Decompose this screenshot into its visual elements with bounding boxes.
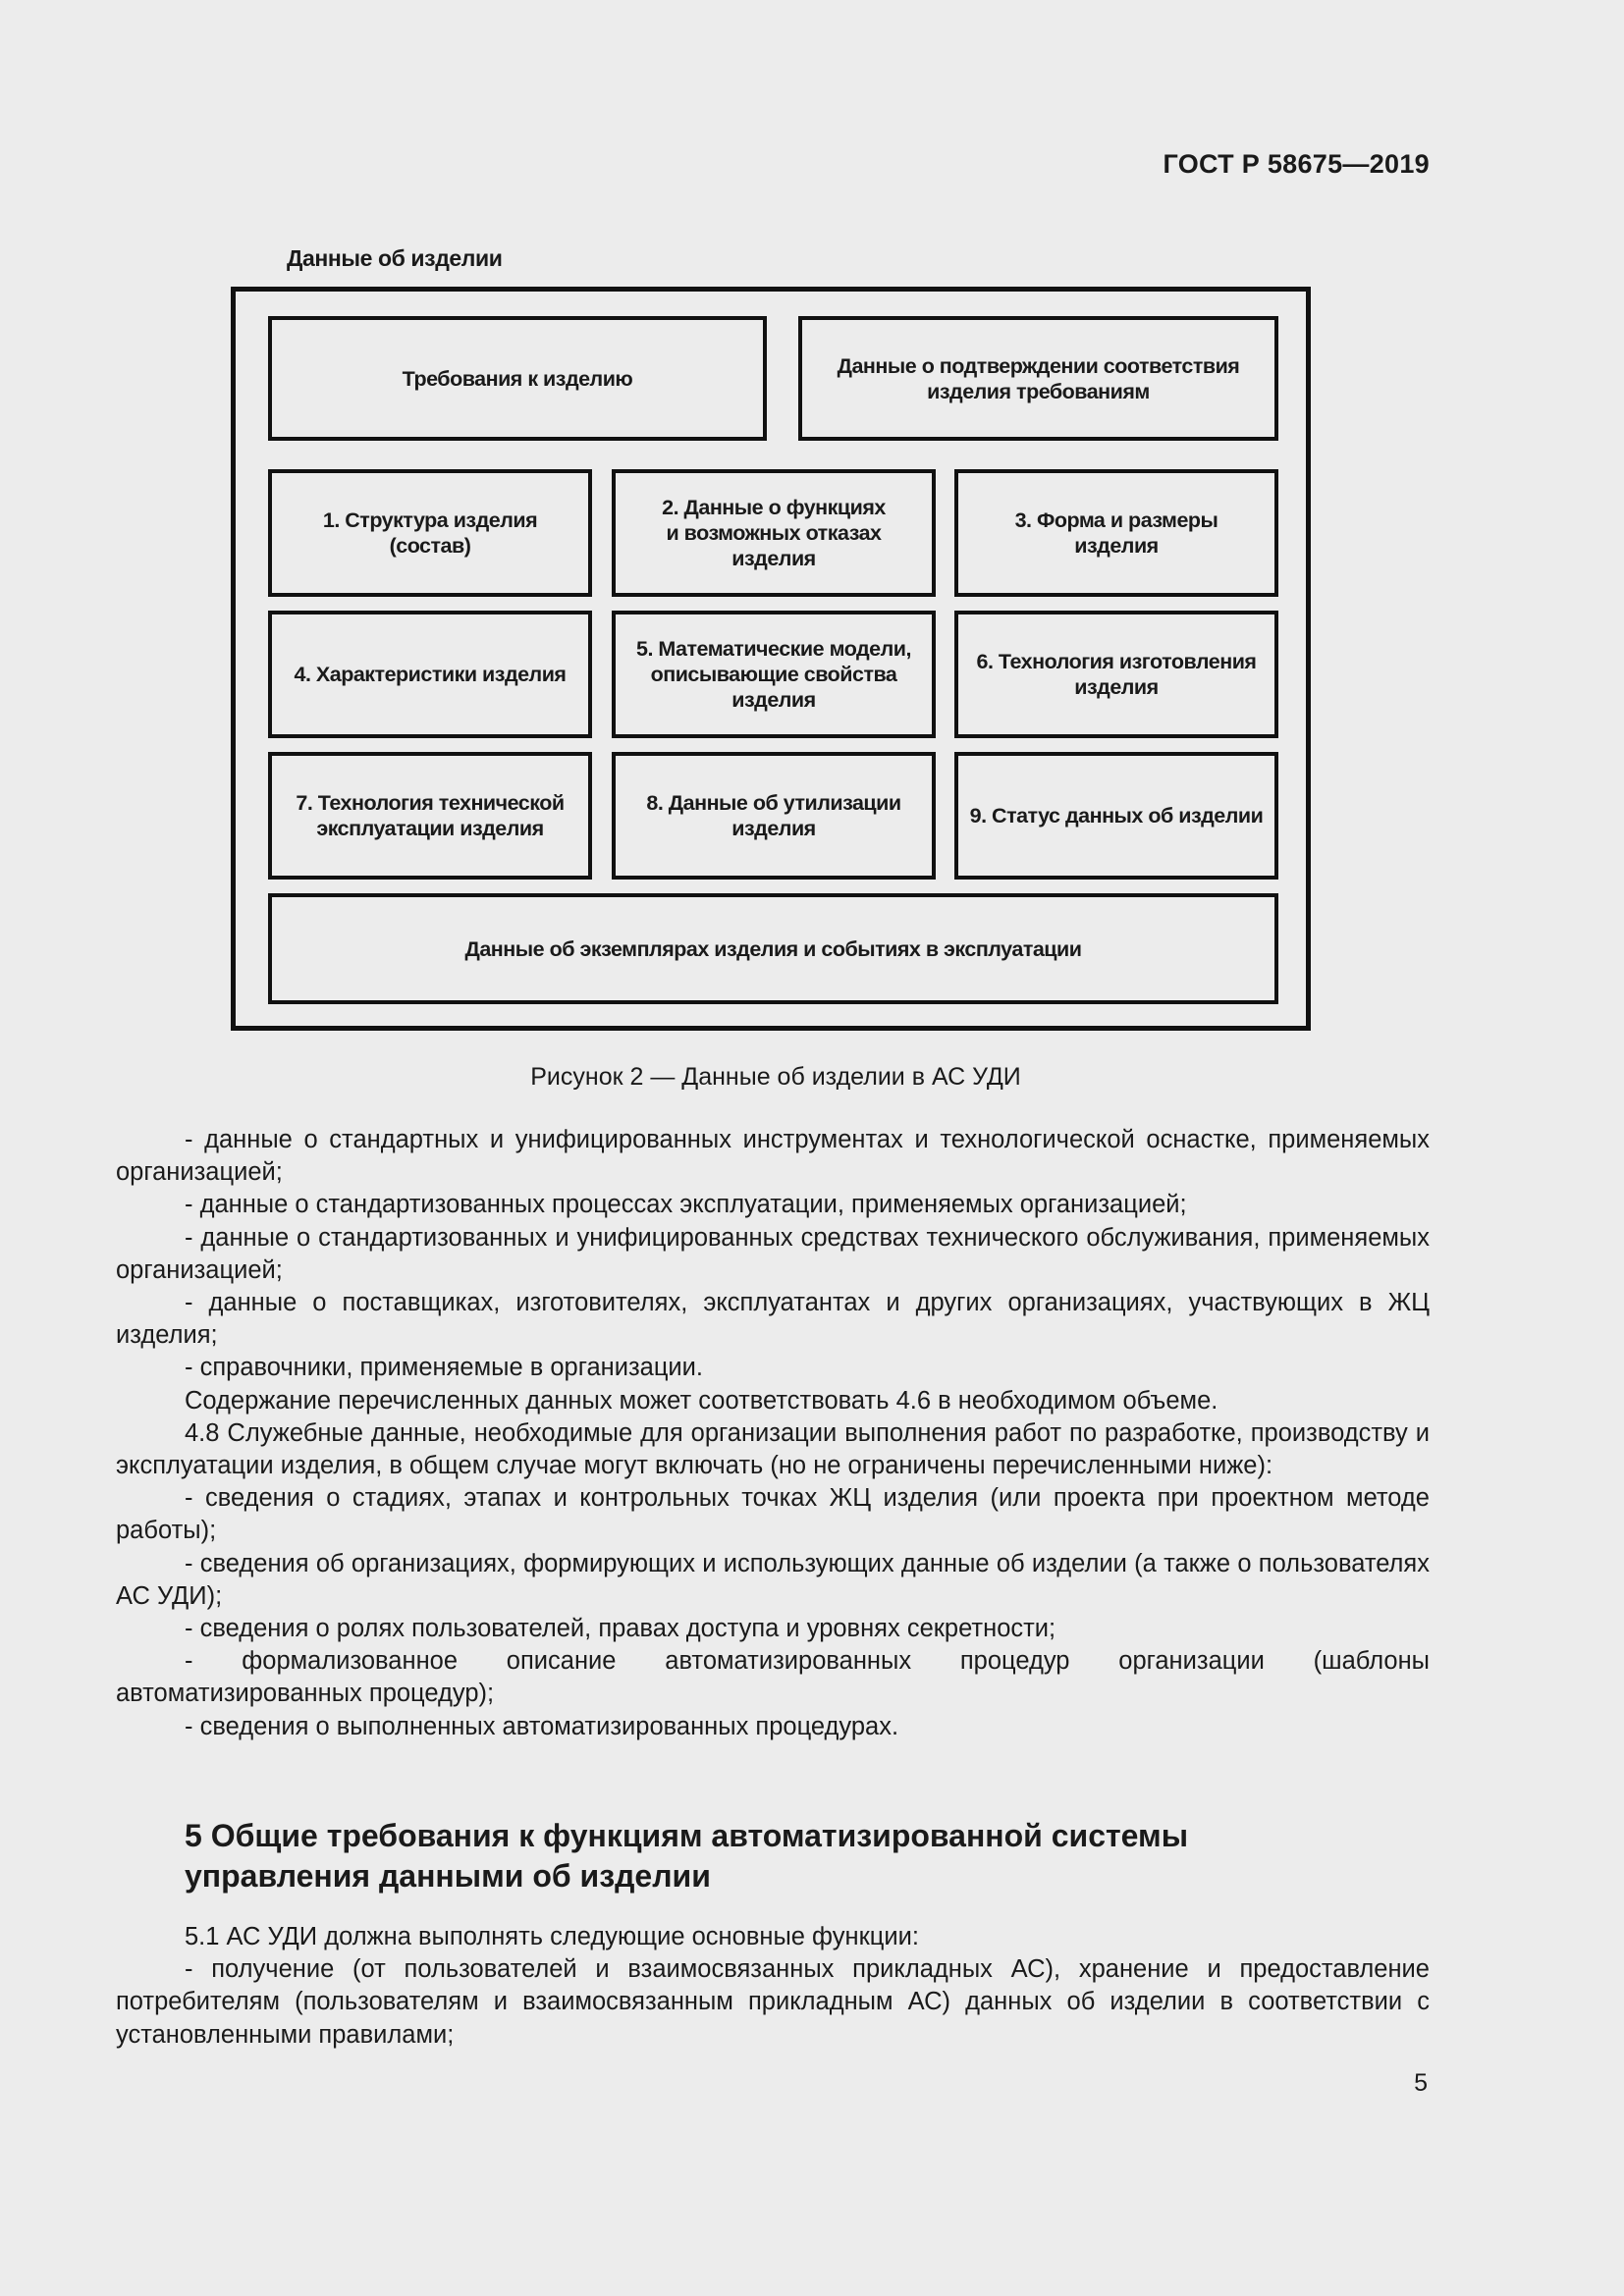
figure-caption: Рисунок 2 — Данные об изделии в АС УДИ xyxy=(530,1063,1021,1091)
paragraph: - сведения о ролях пользователей, правах доступа и уровнях секретности; xyxy=(185,1615,1056,1643)
section-heading: 5 Общие требования к функциям автоматизированной системы управления данными об изделии xyxy=(185,1818,1189,1894)
box-shape-size: 3. Форма и размеры изделия xyxy=(954,469,1278,597)
paragraph: Содержание перечисленных данных может соответствовать 4.6 в необходимом объеме. xyxy=(185,1386,1218,1415)
paragraph: - справочники, применяемые в организации. xyxy=(185,1354,704,1382)
paragraph: - данные о стандартных и унифицированных инструментах и технологической оснастке, применяемых организацией; xyxy=(116,1126,1430,1187)
box-characteristics: 4. Характеристики изделия xyxy=(268,611,592,738)
body-text-1 xyxy=(116,1124,1430,1743)
box-operation-tech: 7. Технология технической эксплуатации изделия xyxy=(268,752,592,880)
paragraph: - сведения об организациях, формирующих и использующих данные об изделии (а также о пользователях АС УДИ); xyxy=(116,1549,1430,1610)
body-text-2 xyxy=(116,1921,1430,2052)
document-id: ГОСТ Р 58675—2019 xyxy=(1163,149,1430,179)
paragraph: - данные о поставщиках, изготовителях, эксплуатантах и других организациях, участвующих в ЖЦ изделия; xyxy=(116,1289,1430,1350)
paragraph: - формализованное описание автоматизированных процедур организации (шаблоны автоматизированных процедур); xyxy=(116,1647,1430,1708)
paragraph: - данные о стандартизованных и унифицированных средствах технического обслуживания, применяемых организацией; xyxy=(116,1223,1430,1284)
box-conformity-data: Данные о подтверждении соответствия изделия требованиям xyxy=(798,316,1278,441)
box-product-requirements: Требования к изделию xyxy=(268,316,767,441)
figure-title: Данные об изделии xyxy=(287,245,503,271)
paragraph: 5.1 АС УДИ должна выполнять следующие основные функции: xyxy=(185,1923,919,1950)
paragraph: 4.8 Служебные данные, необходимые для организации выполнения работ по разработке, производству и эксплуатации изделия, в общем случае могут включать (но не ограничены перечисленными ниже): xyxy=(116,1418,1430,1480)
box-structure: 1. Структура изделия (состав) xyxy=(268,469,592,597)
box-functions: 2. Данные о функциях и возможных отказах изделия xyxy=(612,469,936,597)
box-disposal-data: 8. Данные об утилизации изделия xyxy=(612,752,936,880)
paragraph: - получение (от пользователей и взаимосвязанных прикладных АС), хранение и предоставление потребителям (пользователям и взаимосвязанным прикладным АС) данных об изделии в соответствии с установленными правилами; xyxy=(116,1955,1430,2049)
paragraph: - сведения о стадиях, этапах и контрольных точках ЖЦ изделия (или проекта при проектном методе работы); xyxy=(116,1484,1430,1545)
box-data-status: 9. Статус данных об изделии xyxy=(954,752,1278,880)
paragraph: - данные о стандартизованных процессах эксплуатации, применяемых организацией; xyxy=(185,1191,1187,1219)
paragraph: - сведения о выполненных автоматизированных процедурах. xyxy=(185,1712,899,1740)
box-instances-events: Данные об экземплярах изделия и событиях в эксплуатации xyxy=(268,893,1278,1004)
page-number: 5 xyxy=(1414,2069,1428,2097)
box-manufacturing-tech: 6. Технология изготовления изделия xyxy=(954,611,1278,738)
box-math-models: 5. Математические модели, описывающие свойства изделия xyxy=(612,611,936,738)
